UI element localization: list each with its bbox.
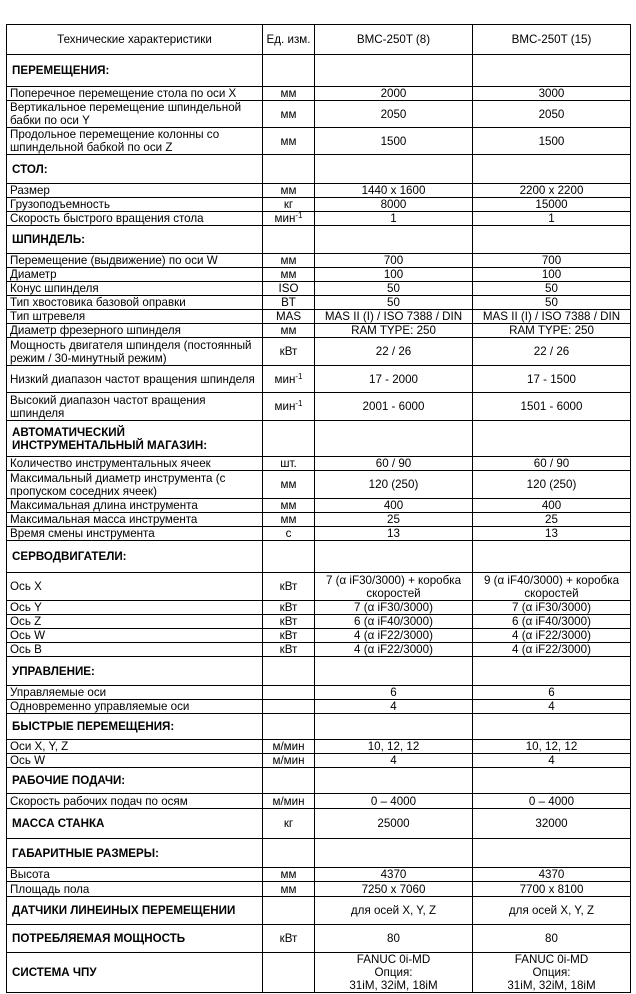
section-title: ПЕРЕМЕЩЕНИЯ: xyxy=(7,55,263,87)
value-model-15: 7 (α iF30/3000) xyxy=(473,601,631,615)
unit-cell xyxy=(263,226,315,254)
unit-cell: кВт xyxy=(263,338,315,366)
value-model-15 xyxy=(473,421,631,457)
unit-cell: мм xyxy=(263,268,315,282)
value-model-15: 1500 xyxy=(473,128,631,155)
param-name: Максимальный диаметр инструмента (с пропуском соседних ячеек) xyxy=(7,471,263,499)
unit-cell: мин$^{-1}$ xyxy=(263,366,315,393)
unit-cell: м/мин xyxy=(263,794,315,809)
param-name: Одновременно управляемые оси xyxy=(7,700,263,714)
unit-cell: м/мин xyxy=(263,754,315,768)
section-row xyxy=(7,897,631,925)
table-row xyxy=(7,457,631,471)
value-model-15: 2050 xyxy=(473,101,631,128)
table-row xyxy=(7,282,631,296)
value-model-8: 1500 xyxy=(315,128,473,155)
value-model-8: FANUC 0i-MD Опция: 31iM, 32iM, 18iM xyxy=(315,953,473,993)
param-name: Перемещение (выдвижение) по оси W xyxy=(7,254,263,268)
unit-cell xyxy=(263,714,315,740)
unit-cell: мм xyxy=(263,184,315,198)
unit-cell: мм xyxy=(263,87,315,101)
param-name: Конус шпинделя xyxy=(7,282,263,296)
param-name: Тип хвостовика базовой оправки xyxy=(7,296,263,310)
section-title: ШПИНДЕЛЬ: xyxy=(7,226,263,254)
table-row xyxy=(7,254,631,268)
header-name: Технические характеристики xyxy=(7,25,263,55)
value-model-15: 400 xyxy=(473,499,631,513)
value-model-15: 10, 12, 12 xyxy=(473,740,631,754)
value-model-15 xyxy=(473,768,631,794)
section-title: СТОЛ: xyxy=(7,155,263,184)
param-name: Высокий диапазон частот вращения шпинделя xyxy=(7,393,263,421)
unit-cell: кг xyxy=(263,809,315,839)
value-model-8: 100 xyxy=(315,268,473,282)
unit-cell: кВт xyxy=(263,629,315,643)
value-model-8: 8000 xyxy=(315,198,473,212)
param-name: Ось Y xyxy=(7,601,263,615)
param-name: Низкий диапазон частот вращения шпинделя xyxy=(7,366,263,393)
table-row xyxy=(7,868,631,882)
value-model-15: 6 xyxy=(473,686,631,700)
value-model-8: 60 / 90 xyxy=(315,457,473,471)
value-model-8 xyxy=(315,714,473,740)
section-title: СИСТЕМА ЧПУ xyxy=(7,953,263,993)
unit-cell: мм xyxy=(263,513,315,527)
value-model-15: 4 (α iF22/3000) xyxy=(473,629,631,643)
value-model-8: 22 / 26 xyxy=(315,338,473,366)
section-row xyxy=(7,541,631,573)
value-model-8: 10, 12, 12 xyxy=(315,740,473,754)
value-model-8 xyxy=(315,226,473,254)
unit-cell: мм xyxy=(263,254,315,268)
param-name: Скорость быстрого вращения стола xyxy=(7,212,263,226)
unit-cell: MAS xyxy=(263,310,315,324)
param-name: Высота xyxy=(7,868,263,882)
table-row xyxy=(7,310,631,324)
table-row xyxy=(7,87,631,101)
value-model-15: 2200 x 2200 xyxy=(473,184,631,198)
value-model-8: 50 xyxy=(315,296,473,310)
value-model-8: 2001 - 6000 xyxy=(315,393,473,421)
value-model-8: 1 xyxy=(315,212,473,226)
param-name: Оси X, Y, Z xyxy=(7,740,263,754)
value-model-15: 4 (α iF22/3000) xyxy=(473,643,631,657)
param-name: Ось Z xyxy=(7,615,263,629)
table-row xyxy=(7,629,631,643)
param-name: Площадь пола xyxy=(7,882,263,897)
table-row xyxy=(7,268,631,282)
value-model-15: 32000 xyxy=(473,809,631,839)
value-model-15 xyxy=(473,226,631,254)
section-title: БЫСТРЫЕ ПЕРЕМЕЩЕНИЯ: xyxy=(7,714,263,740)
value-model-15: 4 xyxy=(473,700,631,714)
value-model-8: RAM TYPE: 250 xyxy=(315,324,473,338)
value-model-15: 1 xyxy=(473,212,631,226)
value-model-15 xyxy=(473,714,631,740)
value-model-8: 400 xyxy=(315,499,473,513)
value-model-15: 22 / 26 xyxy=(473,338,631,366)
value-model-15: 25 xyxy=(473,513,631,527)
unit-cell xyxy=(263,657,315,686)
spec-table xyxy=(6,24,631,993)
param-name: Диаметр xyxy=(7,268,263,282)
value-model-15: 50 xyxy=(473,282,631,296)
section-row xyxy=(7,421,631,457)
param-name: Тип штревеля xyxy=(7,310,263,324)
value-model-8 xyxy=(315,768,473,794)
section-row xyxy=(7,657,631,686)
header-unit: Ед. изм. xyxy=(263,25,315,55)
unit-cell: мм xyxy=(263,868,315,882)
unit-cell xyxy=(263,953,315,993)
value-model-15: 120 (250) xyxy=(473,471,631,499)
param-name: Размер xyxy=(7,184,263,198)
table-row xyxy=(7,128,631,155)
value-model-15: 1501 - 6000 xyxy=(473,393,631,421)
table-row xyxy=(7,601,631,615)
table-row xyxy=(7,700,631,714)
unit-cell: м/мин xyxy=(263,740,315,754)
section-row xyxy=(7,226,631,254)
value-model-8: 1440 x 1600 xyxy=(315,184,473,198)
table-row xyxy=(7,324,631,338)
section-row xyxy=(7,809,631,839)
value-model-15 xyxy=(473,657,631,686)
value-model-8: 7 (α iF30/3000) xyxy=(315,601,473,615)
section-row xyxy=(7,55,631,87)
header-model-15: BMC-250T (15) xyxy=(473,25,631,55)
table-row xyxy=(7,184,631,198)
unit-cell: мм xyxy=(263,882,315,897)
param-name: Ось W xyxy=(7,629,263,643)
section-title: ПОТРЕБЛЯЕМАЯ МОЩНОСТЬ xyxy=(7,925,263,953)
value-model-15: 15000 xyxy=(473,198,631,212)
value-model-15 xyxy=(473,55,631,87)
value-model-8: 25 xyxy=(315,513,473,527)
section-title: УПРАВЛЕНИЕ: xyxy=(7,657,263,686)
section-title: МАССА СТАНКА xyxy=(7,809,263,839)
section-title: РАБОЧИЕ ПОДАЧИ: xyxy=(7,768,263,794)
value-model-15: 13 xyxy=(473,527,631,541)
value-model-15: 17 - 1500 xyxy=(473,366,631,393)
unit-cell: мин$^{-1}$ xyxy=(263,212,315,226)
unit-cell: кВт xyxy=(263,643,315,657)
section-title: ГАБАРИТНЫЕ РАЗМЕРЫ: xyxy=(7,839,263,868)
unit-cell: мм xyxy=(263,128,315,155)
unit-cell: мм xyxy=(263,324,315,338)
value-model-8: MAS II (I) / ISO 7388 / DIN xyxy=(315,310,473,324)
table-row xyxy=(7,686,631,700)
unit-cell xyxy=(263,897,315,925)
value-model-8: 50 xyxy=(315,282,473,296)
unit-cell: мм xyxy=(263,101,315,128)
value-model-8: 6 (α iF40/3000) xyxy=(315,615,473,629)
table-row xyxy=(7,393,631,421)
value-model-15: MAS II (I) / ISO 7388 / DIN xyxy=(473,310,631,324)
value-model-15: 80 xyxy=(473,925,631,953)
unit-cell xyxy=(263,686,315,700)
section-title: ДАТЧИКИ ЛИНЕИНЫХ ПЕРЕМЕЩЕНИИ xyxy=(7,897,263,925)
unit-cell: кВт xyxy=(263,925,315,953)
value-model-8: 2050 xyxy=(315,101,473,128)
table-row xyxy=(7,212,631,226)
value-model-15: для осей X, Y, Z xyxy=(473,897,631,925)
value-model-8: 4 xyxy=(315,754,473,768)
table-row xyxy=(7,513,631,527)
param-name: Ось W xyxy=(7,754,263,768)
param-name: Ось B xyxy=(7,643,263,657)
param-name: Ось X xyxy=(7,573,263,601)
value-model-15: 6 (α iF40/3000) xyxy=(473,615,631,629)
value-model-8: 0 – 4000 xyxy=(315,794,473,809)
value-model-15: 100 xyxy=(473,268,631,282)
value-model-8: 4 xyxy=(315,700,473,714)
table-row xyxy=(7,338,631,366)
unit-cell xyxy=(263,541,315,573)
value-model-8: 4 (α iF22/3000) xyxy=(315,629,473,643)
value-model-15 xyxy=(473,155,631,184)
table-row xyxy=(7,882,631,897)
table-row xyxy=(7,643,631,657)
value-model-8 xyxy=(315,541,473,573)
section-row xyxy=(7,953,631,993)
unit-cell: кг xyxy=(263,198,315,212)
unit-cell: мин$^{-1}$ xyxy=(263,393,315,421)
table-row xyxy=(7,366,631,393)
section-title: АВТОМАТИЧЕСКИЙ ИНСТРУМЕНТАЛЬНЫЙ МАГАЗИН: xyxy=(7,421,263,457)
value-model-15: 4 xyxy=(473,754,631,768)
value-model-15: 50 xyxy=(473,296,631,310)
table-row xyxy=(7,101,631,128)
table-row xyxy=(7,527,631,541)
param-name: Количество инструментальных ячеек xyxy=(7,457,263,471)
param-name: Грузоподъемность xyxy=(7,198,263,212)
table-row xyxy=(7,615,631,629)
unit-cell xyxy=(263,768,315,794)
value-model-8: 2000 xyxy=(315,87,473,101)
param-name: Диаметр фрезерного шпинделя xyxy=(7,324,263,338)
param-name: Управляемые оси xyxy=(7,686,263,700)
spec-table-body xyxy=(7,25,631,993)
table-row xyxy=(7,471,631,499)
section-row xyxy=(7,768,631,794)
section-row xyxy=(7,155,631,184)
unit-cell: шт. xyxy=(263,457,315,471)
param-name: Время смены инструмента xyxy=(7,527,263,541)
unit-cell: BT xyxy=(263,296,315,310)
unit-cell xyxy=(263,421,315,457)
unit-exponent: -1 xyxy=(295,371,303,381)
value-model-8: 4 (α iF22/3000) xyxy=(315,643,473,657)
unit-cell xyxy=(263,700,315,714)
value-model-8: 700 xyxy=(315,254,473,268)
table-row xyxy=(7,573,631,601)
value-model-15: RAM TYPE: 250 xyxy=(473,324,631,338)
value-model-15: 9 (α iF40/3000) + коробка скоростей xyxy=(473,573,631,601)
value-model-15 xyxy=(473,541,631,573)
value-model-8: 13 xyxy=(315,527,473,541)
value-model-8: для осей X, Y, Z xyxy=(315,897,473,925)
unit-cell: с xyxy=(263,527,315,541)
unit-cell xyxy=(263,155,315,184)
value-model-8 xyxy=(315,421,473,457)
value-model-8 xyxy=(315,155,473,184)
value-model-8: 25000 xyxy=(315,809,473,839)
unit-cell xyxy=(263,839,315,868)
value-model-15: 60 / 90 xyxy=(473,457,631,471)
value-model-15 xyxy=(473,839,631,868)
param-name: Вертикальное перемещение шпиндельной бабки по оси Y xyxy=(7,101,263,128)
unit-cell: мм xyxy=(263,471,315,499)
value-model-15: 3000 xyxy=(473,87,631,101)
unit-exponent: -1 xyxy=(295,399,303,408)
section-row xyxy=(7,839,631,868)
section-title: СЕРВОДВИГАТЕЛИ: xyxy=(7,541,263,573)
value-model-8: 17 - 2000 xyxy=(315,366,473,393)
table-row xyxy=(7,296,631,310)
value-model-8: 80 xyxy=(315,925,473,953)
table-row xyxy=(7,754,631,768)
table-header-row xyxy=(7,25,631,55)
value-model-8 xyxy=(315,55,473,87)
value-model-8: 6 xyxy=(315,686,473,700)
param-name: Мощность двигателя шпинделя (постоянный режим / 30-минутный режим) xyxy=(7,338,263,366)
value-model-15: 4370 xyxy=(473,868,631,882)
unit-cell: кВт xyxy=(263,601,315,615)
unit-cell: мм xyxy=(263,499,315,513)
value-model-8: 7250 x 7060 xyxy=(315,882,473,897)
value-model-15: FANUC 0i-MD Опция: 31iM, 32iM, 18iM xyxy=(473,953,631,993)
header-model-8: BMC-250T (8) xyxy=(315,25,473,55)
value-model-15: 0 – 4000 xyxy=(473,794,631,809)
table-row xyxy=(7,198,631,212)
param-name: Максимальная масса инструмента xyxy=(7,513,263,527)
param-name: Скорость рабочих подач по осям xyxy=(7,794,263,809)
table-row xyxy=(7,499,631,513)
unit-cell: кВт xyxy=(263,573,315,601)
unit-cell: ISO xyxy=(263,282,315,296)
unit-cell: кВт xyxy=(263,615,315,629)
value-model-15: 700 xyxy=(473,254,631,268)
value-model-15: 7700 x 8100 xyxy=(473,882,631,897)
param-name: Продольное перемещение колонны со шпиндельной бабкой по оси Z xyxy=(7,128,263,155)
section-row xyxy=(7,925,631,953)
table-row xyxy=(7,740,631,754)
section-row xyxy=(7,714,631,740)
param-name: Максимальная длина инструмента xyxy=(7,499,263,513)
table-row xyxy=(7,794,631,809)
param-name: Поперечное перемещение стола по оси X xyxy=(7,87,263,101)
value-model-8 xyxy=(315,657,473,686)
value-model-8: 7 (α iF30/3000) + коробка скоростей xyxy=(315,573,473,601)
value-model-8: 4370 xyxy=(315,868,473,882)
unit-cell xyxy=(263,55,315,87)
value-model-8: 120 (250) xyxy=(315,471,473,499)
value-model-8 xyxy=(315,839,473,868)
unit-exponent: -1 xyxy=(295,211,303,220)
